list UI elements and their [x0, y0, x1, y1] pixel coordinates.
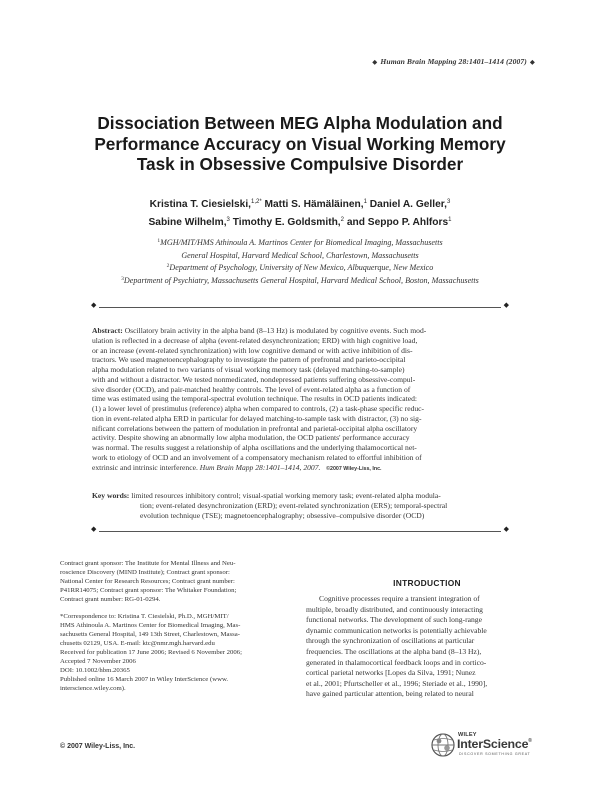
affiliation-text: MGH/MIT/HMS Athinoula A. Martinos Center for Biomedical Imaging, Massachusetts	[160, 238, 443, 247]
footnote-line: P41RR14075; Contract grant sponsor: The Whitaker Foundation;	[60, 586, 237, 594]
author-affil-sup: 2	[340, 216, 344, 223]
affiliation-text: General Hospital, Harvard Medical School, Charlestown, Massachusetts	[181, 250, 419, 260]
diamond-icon: ◆	[91, 301, 97, 309]
abstract-text: extrinsic and intrinsic interference.	[92, 462, 198, 472]
affiliation-sup: 2	[166, 263, 170, 270]
page-copyright: © 2007 Wiley-Liss, Inc.	[60, 743, 136, 750]
body-line: generated in thalamocortical feedback loops and in cortico-	[306, 657, 487, 667]
author-name: Sabine Wilhelm,	[148, 216, 227, 228]
abstract-line: tion in event-related alpha ERD in particular for delayed matching-to-sample task with distractor, (3) no sig-	[92, 413, 422, 423]
abstract-citation: Hum Brain Mapp 28:1401–1414, 2007.	[199, 462, 321, 472]
abstract-line: activity. Despite showing an abnormally low alpha modulation, the OCD patients' performance accuracy	[92, 433, 410, 443]
affiliation-sup: 3	[121, 275, 124, 282]
journal-citation: Human Brain Mapping 28:1401–1414 (2007)	[380, 57, 527, 66]
footnote-line: Published online 16 March 2007 in Wiley InterScience (www.	[60, 675, 229, 683]
footnote-line: chusetts 02129, USA. E-mail: ktc@nmr.mgh.harvard.edu	[60, 640, 215, 648]
affiliation-line	[60, 274, 540, 287]
abstract-line: nificant correlations between the pattern of modulation in prefrontal and parietal-occipital alpha oscillatory	[92, 423, 418, 433]
body-line: through the synchronization of oscillations at particular	[306, 636, 475, 646]
footnote-line: Received for publication 17 June 2006; Revised 6 November 2006;	[60, 649, 243, 657]
globe-icon	[430, 732, 456, 758]
footnote-line: roscience Discovery (MIND Institute); Contract grant sponsor:	[60, 568, 230, 576]
body-line: Cognitive processes require a transient integration of	[319, 594, 480, 603]
author-affil-sup: 3	[447, 199, 451, 205]
author-name: and Seppo P. Ahlfors	[346, 216, 449, 228]
author-line	[60, 195, 540, 213]
section-divider	[91, 525, 509, 536]
body-line: et al., 2001; Pfurtscheller et al., 1996; Steriade et al., 1990],	[306, 678, 488, 688]
author-affil-sup: 3	[226, 216, 230, 223]
abstract-line	[92, 463, 510, 475]
footnote-line: Accepted 7 November 2006	[60, 657, 136, 665]
abstract-line: (1) a lower level of prestimulus (reference) alpha when compared to controls, (2) a task-phase specific reduc-	[92, 404, 425, 413]
author-name: Timothy E. Goldsmith,	[232, 216, 341, 228]
abstract-label: Abstract:	[92, 326, 123, 335]
footnote-line: National Center for Research Resources; Contract grant number:	[60, 577, 235, 585]
divider-line	[99, 307, 501, 308]
author-line	[60, 213, 540, 231]
affiliation-line	[60, 249, 540, 262]
footnote-line: HMS Athinoula A. Martinos Center for Biomedical Imaging, Mas-	[60, 622, 241, 630]
body-line: cortical parietal networks [Lopes da Silva, 1991; Nunez	[306, 668, 476, 678]
abstract-line: time was estimated using the temporal-spectral evolution technique. The results in OCD patients indicated:	[92, 394, 418, 404]
abstract-line: tractors. We used magnetoencephalography to investigate the pattern of prefrontal and parieto-occipital	[92, 355, 406, 365]
affiliation-line	[60, 261, 540, 274]
body-line: dynamic communication networks is potentially achievable	[306, 625, 487, 635]
footnote-line: Contract grant sponsor: The Institute for Mental Illness and Neu-	[60, 560, 236, 567]
footnote-line: Contract grant number: RG-01-0294.	[60, 595, 161, 603]
keywords-label: Key words:	[92, 491, 130, 500]
abstract-line: alpha modulation related to two variants of visual working memory task (delayed matching-to-sample)	[92, 365, 405, 374]
paper-title	[60, 113, 540, 175]
abstract-line: with and without a distractor. We tested nonmedicated, nondepressed patients suffering obsessive-compul-	[92, 374, 416, 384]
author-name: Matti S. Hämäläinen,	[264, 199, 364, 210]
footnote-line: *Correspondence to: Kristina T. Ciesielski, Ph.D., MGH/MIT/	[60, 613, 229, 621]
logo-name: InterScience®	[457, 737, 532, 751]
affiliation-text: Department of Psychiatry, Massachusetts General Hospital, Harvard Medical School, Boston, Massachusetts	[123, 275, 479, 285]
affiliation-sup: 1	[157, 238, 161, 244]
running-head	[369, 57, 538, 66]
keywords	[92, 491, 510, 520]
abstract	[92, 326, 510, 474]
keywords-line: evolution technique (TSE); magnetoencephalography; obsessive–compulsive disorder (OCD)	[140, 510, 425, 520]
keywords-line	[92, 491, 510, 501]
title-line: Dissociation Between MEG Alpha Modulation and	[97, 113, 503, 133]
affiliations	[60, 236, 540, 286]
author-affil-sup: 1	[448, 216, 452, 223]
affiliation-line	[60, 236, 540, 249]
introduction-heading: INTRODUCTION	[393, 578, 461, 588]
title-line: Task in Obsessive Compulsive Disorder	[136, 154, 464, 174]
author-name: Kristina T. Ciesielski,	[149, 199, 251, 210]
diamond-icon: ◆	[503, 525, 509, 533]
author-affil-sup: 1,2*	[251, 199, 262, 205]
logo-wiley-text: WILEY	[458, 732, 477, 738]
title-line: Performance Accuracy on Visual Working Memory	[94, 133, 506, 154]
diamond-icon: ◆	[503, 301, 509, 309]
abstract-line	[92, 326, 510, 336]
author-name: Daniel A. Geller,	[369, 199, 447, 210]
body-line: have gained particular attention, being related to neural	[306, 689, 474, 699]
abstract-line: sive disorder (OCD), and pair-matched healthy controls. The level of event-related alpha as a function of	[92, 384, 411, 394]
abstract-copyright: ©2007 Wiley-Liss, Inc.	[326, 465, 382, 472]
author-affil-sup: 1	[363, 199, 367, 205]
abstract-line: or an increase (event-related synchronization) with low cognitive demand or with active inhibition of dis-	[92, 345, 413, 355]
divider-line	[99, 531, 501, 532]
body-line: frequencies. The oscillations at the alpha band (8–13 Hz),	[306, 646, 482, 656]
abstract-line: ulation is reflected in a decrease of alpha (event-related desynchronization; ERD) with high cognitive load,	[92, 335, 418, 345]
footnote-line: sachusetts General Hospital, 149 13th Street, Charlestown, Massa-	[60, 631, 240, 639]
keywords-text: limited resources inhibitory control; visual-spatial working memory task; event-related alpha modula-	[131, 491, 441, 500]
diamond-icon: ◆	[529, 59, 535, 66]
affiliation-text: Department of Psychology, University of New Mexico, Albuquerque, New Mexico	[169, 263, 434, 273]
abstract-text: Oscillatory brain activity in the alpha band (8–13 Hz) is modulated by cognitive events. Such mod-	[124, 326, 427, 335]
author-list	[60, 195, 540, 230]
body-line: functional networks. The development of such long-range	[306, 615, 482, 625]
footnote-line: interscience.wiley.com).	[60, 684, 126, 692]
keywords-line: tion; event-related desynchronization (ERD); event-related synchronization (ERS); temporal-spectral	[140, 500, 448, 510]
introduction-body	[306, 594, 540, 700]
abstract-line: was normal. The results suggest a relationship of alpha oscillations and the underlying thalamocortical net-	[92, 443, 417, 452]
diamond-icon: ◆	[372, 59, 378, 66]
footnotes	[60, 560, 296, 694]
section-divider	[91, 301, 509, 312]
footnote-line: DOI: 10.1002/hbm.20365	[60, 666, 130, 674]
abstract-line: work to etiology of OCD and an involvement of a compensatory mechanism related to effortful inhibition of	[92, 452, 422, 462]
wiley-interscience-logo	[430, 732, 542, 764]
logo-tagline: DISCOVER SOMETHING GREAT	[459, 752, 531, 756]
diamond-icon: ◆	[91, 525, 97, 533]
body-line: multiple, broadly distributed, and continuously interacting	[306, 604, 483, 614]
